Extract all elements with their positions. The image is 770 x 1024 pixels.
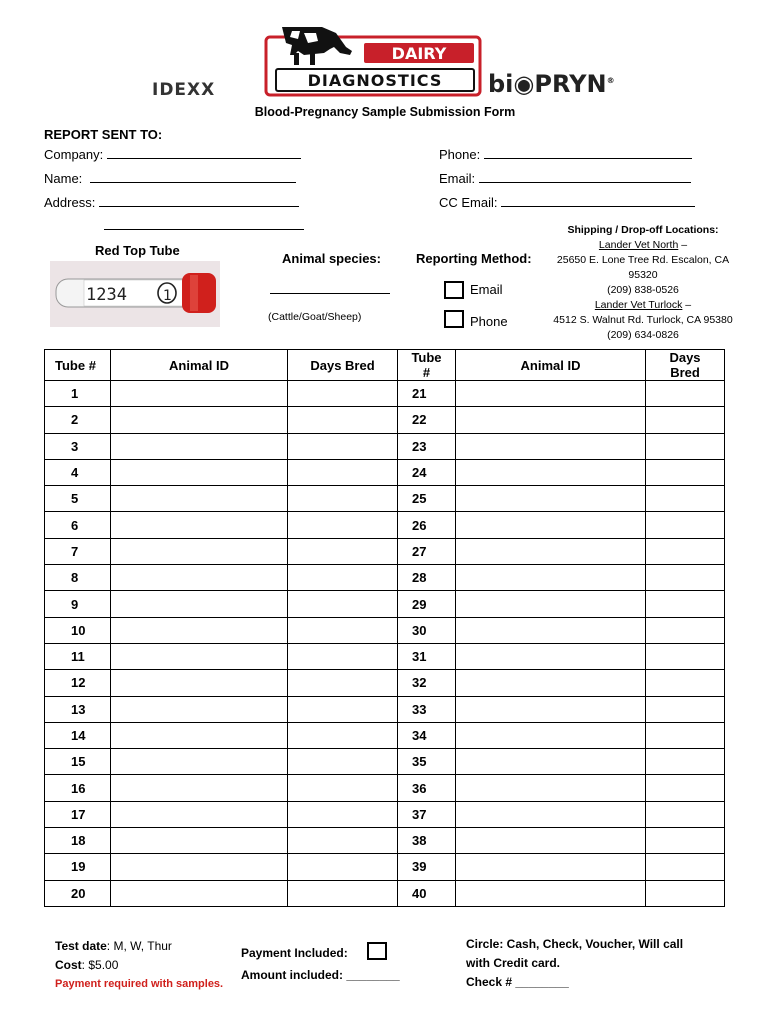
table-row: [45, 407, 725, 433]
animal-id-cell[interactable]: [111, 722, 288, 748]
table-row: [45, 565, 725, 591]
animal-id-cell[interactable]: [456, 643, 646, 669]
animal-id-cell[interactable]: [111, 591, 288, 617]
tube-number: 24: [398, 459, 456, 485]
animal-id-cell[interactable]: [111, 749, 288, 775]
reporting-method-label: Reporting Method:: [416, 251, 532, 266]
payment-included-label: Payment Included:: [241, 946, 348, 960]
tube-number: 18: [45, 828, 111, 854]
days-bred-cell[interactable]: [646, 538, 725, 564]
tube-number: 12: [45, 670, 111, 696]
cc-email-input-line[interactable]: [501, 195, 695, 207]
phone-input-line[interactable]: [484, 147, 692, 159]
logo-diagnostics-text: DIAGNOSTICS: [307, 71, 443, 90]
amount-included-field[interactable]: Amount included: ________: [241, 968, 400, 982]
tube-number: 11: [45, 643, 111, 669]
days-bred-cell[interactable]: [288, 433, 398, 459]
days-bred-cell[interactable]: [288, 749, 398, 775]
logo-dairy-text: DAIRY: [391, 44, 447, 63]
table-row: [45, 459, 725, 485]
animal-id-cell[interactable]: [111, 801, 288, 827]
days-bred-cell[interactable]: [288, 828, 398, 854]
table-row: [45, 591, 725, 617]
table-row: [45, 880, 725, 906]
days-bred-cell[interactable]: [288, 643, 398, 669]
company-input-line[interactable]: [107, 147, 301, 159]
animal-id-cell[interactable]: [456, 749, 646, 775]
address-label: Address:: [44, 195, 96, 210]
days-bred-cell[interactable]: [288, 459, 398, 485]
days-bred-cell[interactable]: [288, 591, 398, 617]
days-bred-cell[interactable]: [288, 696, 398, 722]
test-info: [55, 937, 223, 994]
shipping-location-1: [548, 238, 738, 343]
payment-methods-line-2: with Credit card.: [466, 956, 561, 970]
email-input-line[interactable]: [479, 171, 691, 183]
check-number-field[interactable]: Check # ________: [466, 975, 569, 989]
days-bred-cell[interactable]: [646, 617, 725, 643]
table-header-row: [45, 350, 725, 381]
days-bred-cell[interactable]: [288, 407, 398, 433]
animal-id-cell[interactable]: [111, 512, 288, 538]
table-row: [45, 617, 725, 643]
animal-id-cell[interactable]: [456, 722, 646, 748]
tube-number: 23: [398, 433, 456, 459]
payment-methods-line-1: Circle: Cash, Check, Voucher, Will call: [466, 937, 684, 951]
table-row: [45, 433, 725, 459]
tube-number: 5: [45, 486, 111, 512]
table-row: [45, 854, 725, 880]
company-label: Company:: [44, 147, 104, 162]
email-option-label: Email: [470, 282, 503, 297]
animal-id-cell[interactable]: [111, 617, 288, 643]
days-bred-cell[interactable]: [646, 643, 725, 669]
animal-id-cell[interactable]: [456, 670, 646, 696]
phone-label: Phone:: [439, 147, 481, 162]
days-bred-cell[interactable]: [646, 801, 725, 827]
days-bred-cell[interactable]: [646, 670, 725, 696]
days-bred-cell[interactable]: [646, 486, 725, 512]
tube-number: 13: [45, 696, 111, 722]
animal-id-cell[interactable]: [111, 828, 288, 854]
animal-id-cell[interactable]: [111, 381, 288, 407]
animal-id-cell[interactable]: [456, 486, 646, 512]
tube-number-text: 1234: [86, 285, 127, 305]
days-bred-cell[interactable]: [646, 828, 725, 854]
days-bred-col-header: Days Bred: [288, 350, 398, 381]
days-bred-cell[interactable]: [646, 381, 725, 407]
email-field[interactable]: [439, 171, 691, 186]
address-input-line[interactable]: [99, 195, 299, 207]
tube-number: 16: [45, 775, 111, 801]
days-bred-cell[interactable]: [646, 459, 725, 485]
tube-number: 21: [398, 381, 456, 407]
days-bred-cell[interactable]: [646, 722, 725, 748]
phone-checkbox[interactable]: [444, 310, 464, 328]
tube-number: 20: [45, 880, 111, 906]
animal-id-cell[interactable]: [111, 670, 288, 696]
registered-mark: ®: [606, 76, 615, 85]
animal-id-cell[interactable]: [111, 459, 288, 485]
animal-id-cell[interactable]: [456, 775, 646, 801]
table-row: [45, 538, 725, 564]
tube-number: 17: [45, 801, 111, 827]
animal-id-cell[interactable]: [456, 407, 646, 433]
tube-col-header-2: Tube #: [398, 350, 456, 381]
days-bred-cell[interactable]: [646, 775, 725, 801]
location-1-name: Lander Vet North: [598, 239, 679, 251]
animal-id-cell[interactable]: [456, 880, 646, 906]
animal-id-cell[interactable]: [456, 828, 646, 854]
phone-option-label: Phone: [470, 314, 508, 329]
days-bred-cell[interactable]: [646, 433, 725, 459]
animal-species-label: Animal species:: [282, 251, 381, 266]
days-bred-cell[interactable]: [646, 591, 725, 617]
days-bred-cell[interactable]: [646, 749, 725, 775]
table-row: [45, 722, 725, 748]
tube-number: 36: [398, 775, 456, 801]
days-bred-cell[interactable]: [288, 670, 398, 696]
table-row: [45, 643, 725, 669]
animal-id-cell[interactable]: [456, 591, 646, 617]
biopryn-logo: [488, 70, 615, 98]
payment-methods: [466, 935, 683, 992]
table-row: [45, 749, 725, 775]
cc-email-field[interactable]: [439, 195, 695, 210]
cost-label: Cost: [55, 958, 82, 972]
location-2-dash: –: [682, 299, 692, 311]
table-row: [45, 512, 725, 538]
tube-number: 15: [45, 749, 111, 775]
dairy-diagnostics-logo: [264, 25, 482, 97]
name-input-line[interactable]: [90, 171, 296, 183]
animal-id-cell[interactable]: [111, 643, 288, 669]
animal-id-cell[interactable]: [456, 801, 646, 827]
name-field[interactable]: [44, 171, 296, 186]
days-bred-cell[interactable]: [288, 486, 398, 512]
tube-number: 7: [45, 538, 111, 564]
biopryn-text: bi◉PRYN: [488, 70, 607, 98]
animal-id-cell[interactable]: [456, 459, 646, 485]
tube-number: 38: [398, 828, 456, 854]
animal-species-hint: (Cattle/Goat/Sheep): [268, 311, 362, 323]
tube-number: 35: [398, 749, 456, 775]
days-bred-cell[interactable]: [288, 722, 398, 748]
cost-value: : $5.00: [81, 958, 119, 972]
address-input-line-2[interactable]: [104, 219, 304, 230]
idexx-logo: IDEXX: [152, 80, 216, 100]
animal-id-cell[interactable]: [111, 538, 288, 564]
location-1-address: 25650 E. Lone Tree Rd. Escalon, CA 95320: [556, 254, 730, 281]
tube-number: 14: [45, 722, 111, 748]
email-label: Email:: [439, 171, 476, 186]
animal-id-cell[interactable]: [111, 696, 288, 722]
shipping-heading: Shipping / Drop-off Locations:: [567, 224, 719, 236]
form-title: Blood-Pregnancy Sample Submission Form: [254, 105, 516, 119]
animal-id-cell[interactable]: [456, 512, 646, 538]
tube-number: 30: [398, 617, 456, 643]
tube-number: 27: [398, 538, 456, 564]
days-bred-cell[interactable]: [288, 880, 398, 906]
tube-col-header: Tube #: [45, 350, 111, 381]
payment-included-checkbox[interactable]: [367, 942, 387, 960]
days-bred-cell[interactable]: [646, 696, 725, 722]
days-bred-col-header-2: Days Bred: [646, 350, 725, 381]
tube-number: 19: [45, 854, 111, 880]
days-bred-cell[interactable]: [288, 512, 398, 538]
location-2-address: 4512 S. Walnut Rd. Turlock, CA 95380: [553, 314, 733, 326]
table-row: [45, 828, 725, 854]
red-top-tube-label: Red Top Tube: [95, 243, 180, 258]
animal-id-cell[interactable]: [111, 775, 288, 801]
animal-species-input-line[interactable]: [270, 293, 390, 294]
days-bred-cell[interactable]: [288, 854, 398, 880]
location-1-dash: –: [678, 239, 688, 251]
animal-id-cell[interactable]: [456, 617, 646, 643]
days-bred-cell[interactable]: [288, 381, 398, 407]
table-row: [45, 670, 725, 696]
company-field[interactable]: [44, 147, 301, 162]
table-row: [45, 775, 725, 801]
table-row: [45, 381, 725, 407]
tube-number: 33: [398, 696, 456, 722]
animal-id-cell[interactable]: [456, 381, 646, 407]
days-bred-cell[interactable]: [646, 407, 725, 433]
phone-field[interactable]: [439, 147, 692, 162]
animal-id-cell[interactable]: [456, 433, 646, 459]
name-label: Name:: [44, 171, 83, 186]
tube-number: 1: [45, 381, 111, 407]
tube-number: 8: [45, 565, 111, 591]
tube-number: 28: [398, 565, 456, 591]
animal-id-cell[interactable]: [111, 486, 288, 512]
days-bred-cell[interactable]: [646, 880, 725, 906]
tube-number: 22: [398, 407, 456, 433]
animal-id-cell[interactable]: [456, 565, 646, 591]
days-bred-cell[interactable]: [288, 775, 398, 801]
animal-id-cell[interactable]: [111, 433, 288, 459]
address-field[interactable]: [44, 195, 299, 210]
days-bred-cell[interactable]: [646, 565, 725, 591]
days-bred-cell[interactable]: [646, 512, 725, 538]
tube-number: 32: [398, 670, 456, 696]
table-row: [45, 801, 725, 827]
tube-number: 26: [398, 512, 456, 538]
tube-number: 25: [398, 486, 456, 512]
tube-number: 31: [398, 643, 456, 669]
days-bred-cell[interactable]: [288, 801, 398, 827]
animal-id-cell[interactable]: [111, 880, 288, 906]
test-date-label: Test date: [55, 939, 107, 953]
email-checkbox[interactable]: [444, 281, 464, 299]
red-top-tube-image: [50, 261, 220, 327]
tube-number: 4: [45, 459, 111, 485]
tube-number: 40: [398, 880, 456, 906]
location-2-name: Lander Vet Turlock: [594, 299, 683, 311]
animal-id-cell[interactable]: [111, 407, 288, 433]
animal-id-cell[interactable]: [111, 854, 288, 880]
tube-number: 39: [398, 854, 456, 880]
table-row: [45, 486, 725, 512]
tube-number: 3: [45, 433, 111, 459]
days-bred-cell[interactable]: [646, 854, 725, 880]
animal-id-col-header-2: Animal ID: [456, 350, 646, 381]
cc-email-label: CC Email:: [439, 195, 498, 210]
table-row: [45, 696, 725, 722]
animal-id-col-header: Animal ID: [111, 350, 288, 381]
days-bred-cell[interactable]: [288, 565, 398, 591]
test-date-value: : M, W, Thur: [106, 939, 172, 953]
days-bred-cell[interactable]: [288, 617, 398, 643]
sample-table: [44, 349, 725, 907]
location-2-phone: (209) 634-0826: [607, 329, 679, 341]
days-bred-cell[interactable]: [288, 538, 398, 564]
tube-number: 29: [398, 591, 456, 617]
tube-number: 37: [398, 801, 456, 827]
location-1-phone: (209) 838-0526: [607, 284, 679, 296]
animal-id-cell[interactable]: [456, 854, 646, 880]
report-heading: REPORT SENT TO:: [44, 127, 163, 142]
animal-id-cell[interactable]: [456, 538, 646, 564]
animal-id-cell[interactable]: [111, 565, 288, 591]
tube-number: 6: [45, 512, 111, 538]
tube-number: 2: [45, 407, 111, 433]
tube-number: 34: [398, 722, 456, 748]
tube-number: 9: [45, 591, 111, 617]
payment-required-note: Payment required with samples.: [55, 978, 224, 990]
tube-index-text: 1: [163, 288, 172, 304]
tube-number: 10: [45, 617, 111, 643]
animal-id-cell[interactable]: [456, 696, 646, 722]
